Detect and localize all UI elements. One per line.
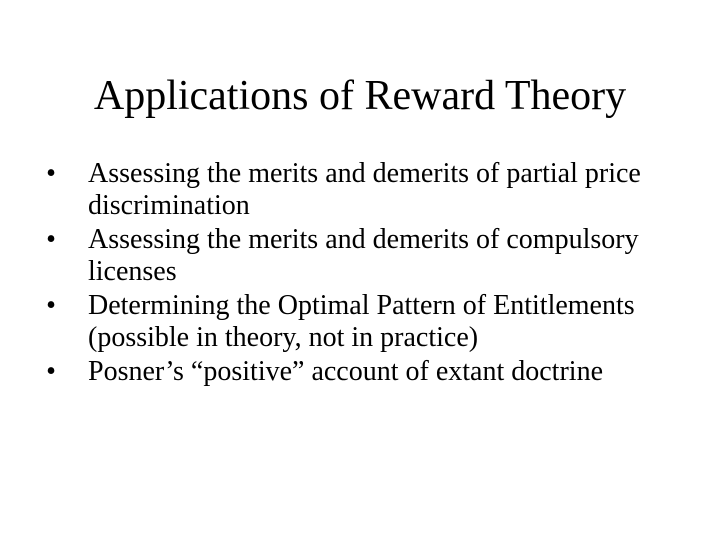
bullet-text: Determining the Optimal Pattern of Entitlements (possible in theory, not in practice): [88, 290, 635, 353]
bullet-item: [36, 158, 696, 222]
bullet-dot-icon: •: [46, 224, 56, 255]
bullet-dot-icon: •: [46, 158, 56, 189]
bullet-text: Posner’s “positive” account of extant doctrine: [88, 356, 603, 387]
bullet-dot-icon: •: [46, 290, 56, 321]
bullet-item: [36, 224, 696, 288]
bullet-item: [36, 356, 696, 388]
bullet-text: Assessing the merits and demerits of compulsory licenses: [88, 224, 639, 287]
bullet-list: [36, 158, 696, 390]
bullet-dot-icon: •: [46, 356, 56, 387]
bullet-text: Assessing the merits and demerits of partial price discrimination: [88, 158, 641, 221]
slide-title: Applications of Reward Theory: [93, 73, 627, 119]
bullet-item: [36, 290, 696, 354]
